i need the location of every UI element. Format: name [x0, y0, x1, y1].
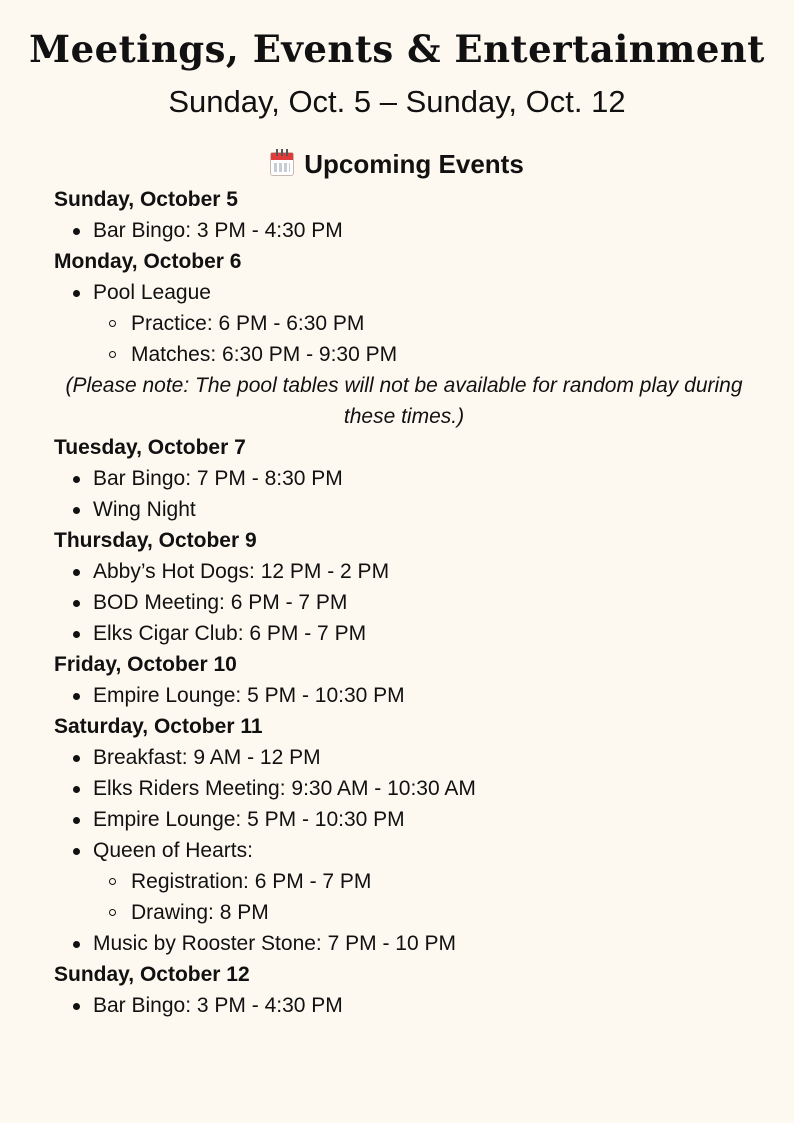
list-item: Pool League [54, 277, 754, 308]
sub-list-item: Drawing: 8 PM [54, 897, 754, 928]
list-item: Breakfast: 9 AM - 12 PM [54, 742, 754, 773]
list-item: Bar Bingo: 3 PM - 4:30 PM [54, 215, 754, 246]
list-item: Queen of Hearts: [54, 835, 754, 866]
sub-list-item: Registration: 6 PM - 7 PM [54, 866, 754, 897]
day-list [54, 463, 754, 525]
list-item: Music by Rooster Stone: 7 PM - 10 PM [54, 928, 754, 959]
day-heading: Sunday, October 5 [54, 188, 238, 211]
list-item: Empire Lounge: 5 PM - 10:30 PM [54, 680, 754, 711]
list-item: Elks Cigar Club: 6 PM - 7 PM [54, 618, 754, 649]
section-heading-label: Upcoming Events [304, 149, 524, 179]
day-list [54, 680, 754, 711]
list-item: Abby’s Hot Dogs: 12 PM - 2 PM [54, 556, 754, 587]
day-list [54, 277, 754, 370]
day-list [54, 556, 754, 649]
page-title: Meetings, Events & Entertainment [29, 27, 765, 71]
events-list [54, 184, 754, 1021]
day-heading: Sunday, October 12 [54, 963, 250, 986]
calendar-icon [270, 152, 294, 176]
day-heading: Friday, October 10 [54, 653, 237, 676]
sub-list-item: Matches: 6:30 PM - 9:30 PM [54, 339, 754, 370]
date-range: Sunday, Oct. 5 – Sunday, Oct. 12 [168, 84, 626, 119]
day-heading: Thursday, October 9 [54, 529, 257, 552]
list-item: Bar Bingo: 3 PM - 4:30 PM [54, 990, 754, 1021]
list-item: Empire Lounge: 5 PM - 10:30 PM [54, 804, 754, 835]
day-heading: Tuesday, October 7 [54, 436, 246, 459]
day-list [54, 742, 754, 959]
day-heading: Saturday, October 11 [54, 715, 263, 738]
sub-list-item: Practice: 6 PM - 6:30 PM [54, 308, 754, 339]
list-item: Elks Riders Meeting: 9:30 AM - 10:30 AM [54, 773, 754, 804]
list-item: BOD Meeting: 6 PM - 7 PM [54, 587, 754, 618]
list-item: Wing Night [54, 494, 754, 525]
list-item: Bar Bingo: 7 PM - 8:30 PM [54, 463, 754, 494]
pool-note: (Please note: The pool tables will not be available for random play during these times.) [65, 374, 743, 428]
section-heading [0, 146, 794, 182]
day-list [54, 215, 754, 246]
day-list [54, 990, 754, 1021]
day-heading: Monday, October 6 [54, 250, 242, 273]
